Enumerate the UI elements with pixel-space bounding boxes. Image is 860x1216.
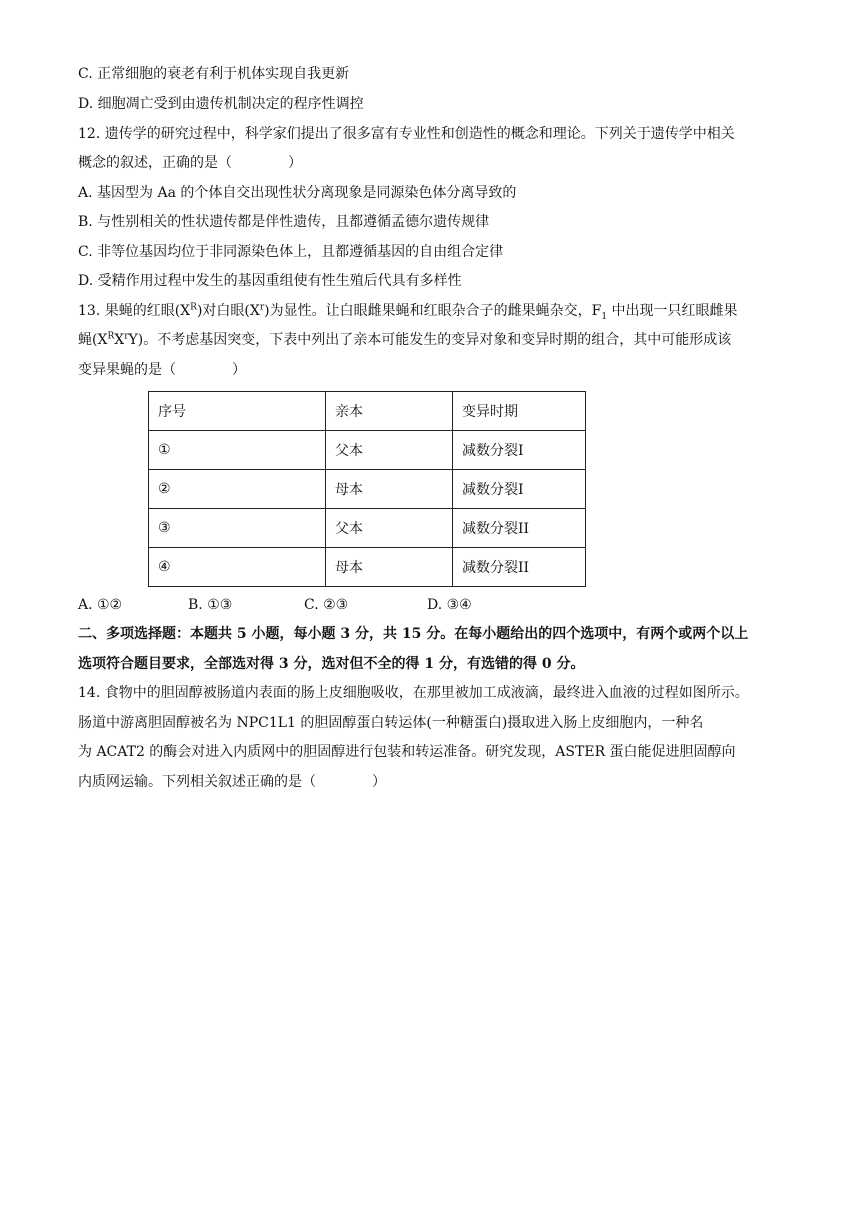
question-14-stem: 14. 食物中的胆固醇被肠道内表面的肠上皮细胞吸收，在那里被加工成液滴，最终进入血液的过程如图所示。 (78, 685, 749, 701)
q13-text-f: X (114, 332, 125, 348)
table-row (149, 431, 586, 470)
table-cell: 母本 (326, 548, 453, 587)
q13-sup-r: r (259, 302, 265, 313)
table-cell: 父本 (326, 509, 453, 548)
q13-sup-R: R (190, 302, 197, 313)
table-cell: 减数分裂I (453, 431, 586, 470)
question-13-options (78, 595, 498, 615)
q13-sup-R2: R (107, 331, 115, 342)
table-header-row (149, 392, 586, 431)
table-row (149, 509, 586, 548)
question-12-stem-cont: 概念的叙述，正确的是（ ） (78, 155, 302, 171)
option-d-q12: D. 受精作用过程中发生的基因重组使有性生殖后代具有多样性 (78, 273, 462, 289)
section-2-heading: 二、多项选择题：本题共 5 小题，每小题 3 分，共 15 分。在每小题给出的四个选项中，有两个或两个以上 (78, 626, 749, 642)
q13-text-a: 13. 果蝇的红眼(X (78, 303, 191, 319)
table-header-cell: 亲本 (326, 392, 453, 431)
question-13-stem-end: 变异果蝇的是（ ） (78, 362, 246, 378)
option-c-q12: C. 非等位基因均位于非同源染色体上，且都遵循基因的自由组合定律 (78, 244, 504, 260)
option-c-q13: C. ②③ (304, 597, 349, 613)
table-cell: 减数分裂I (453, 470, 586, 509)
option-c-q11: C. 正常细胞的衰老有利于机体实现自我更新 (78, 66, 350, 82)
table-cell: ③ (149, 509, 326, 548)
variation-table (148, 391, 586, 587)
q13-text-d: 中出现一只红眼雌果 (607, 303, 738, 319)
table-row (149, 470, 586, 509)
question-14-stem-cont: 肠道中游离胆固醇被名为 NPC1L1 的胆固醇蛋白转运体(一种糖蛋白)摄取进入肠上皮细胞内，一种名 (78, 715, 704, 731)
q13-text-b: )对白眼(X (196, 303, 260, 319)
option-d-q13: D. ③④ (427, 597, 472, 613)
question-14-stem-end: 内质网运输。下列相关叙述正确的是（ ） (78, 774, 386, 790)
table-header-cell: 变异时期 (453, 392, 586, 431)
table-header-cell: 序号 (149, 392, 326, 431)
table-cell: ① (149, 431, 326, 470)
q13-text-c: )为显性。让白眼雌果蝇和红眼杂合子的雌果蝇杂交，F (264, 303, 602, 319)
table-cell: 减数分裂II (453, 548, 586, 587)
question-13-stem (78, 301, 738, 321)
question-12-stem: 12. 遗传学的研究过程中，科学家们提出了很多富有专业性和创造性的概念和理论。下列关于遗传学中相关 (78, 126, 735, 142)
table-cell: ② (149, 470, 326, 509)
table-cell: 减数分裂II (453, 509, 586, 548)
table-cell: 母本 (326, 470, 453, 509)
table-cell: ④ (149, 548, 326, 587)
q13-sub-1: 1 (601, 311, 608, 322)
table-row (149, 548, 586, 587)
section-2-heading-cont: 选项符合题目要求，全部选对得 3 分，选对但不全的得 1 分，有选错的得 0 分。 (78, 656, 585, 672)
q13-text-e: 蝇(X (78, 332, 108, 348)
option-b-q12: B. 与性别相关的性状遗传都是伴性遗传，且都遵循孟德尔遗传规律 (78, 214, 490, 230)
q13-sup-r2: r (124, 331, 129, 342)
option-d-q11: D. 细胞凋亡受到由遗传机制决定的程序性调控 (78, 96, 364, 112)
option-b-q13: B. ①③ (188, 597, 233, 613)
table-cell: 父本 (326, 431, 453, 470)
q13-text-g: Y)。不考虑基因突变，下表中列出了亲本可能发生的变异对象和变异时期的组合，其中可能形成该 (128, 332, 732, 348)
question-13-stem-cont (78, 330, 731, 350)
option-a-q12: A. 基因型为 Aa 的个体自交出现性状分离现象是同源染色体分离导致的 (78, 185, 517, 201)
question-14-stem-cont2: 为 ACAT2 的酶会对进入内质网中的胆固醇进行包装和转运准备。研究发现，ASTER 蛋白能促进胆固醇向 (78, 744, 736, 760)
option-a-q13: A. ①② (78, 597, 123, 613)
